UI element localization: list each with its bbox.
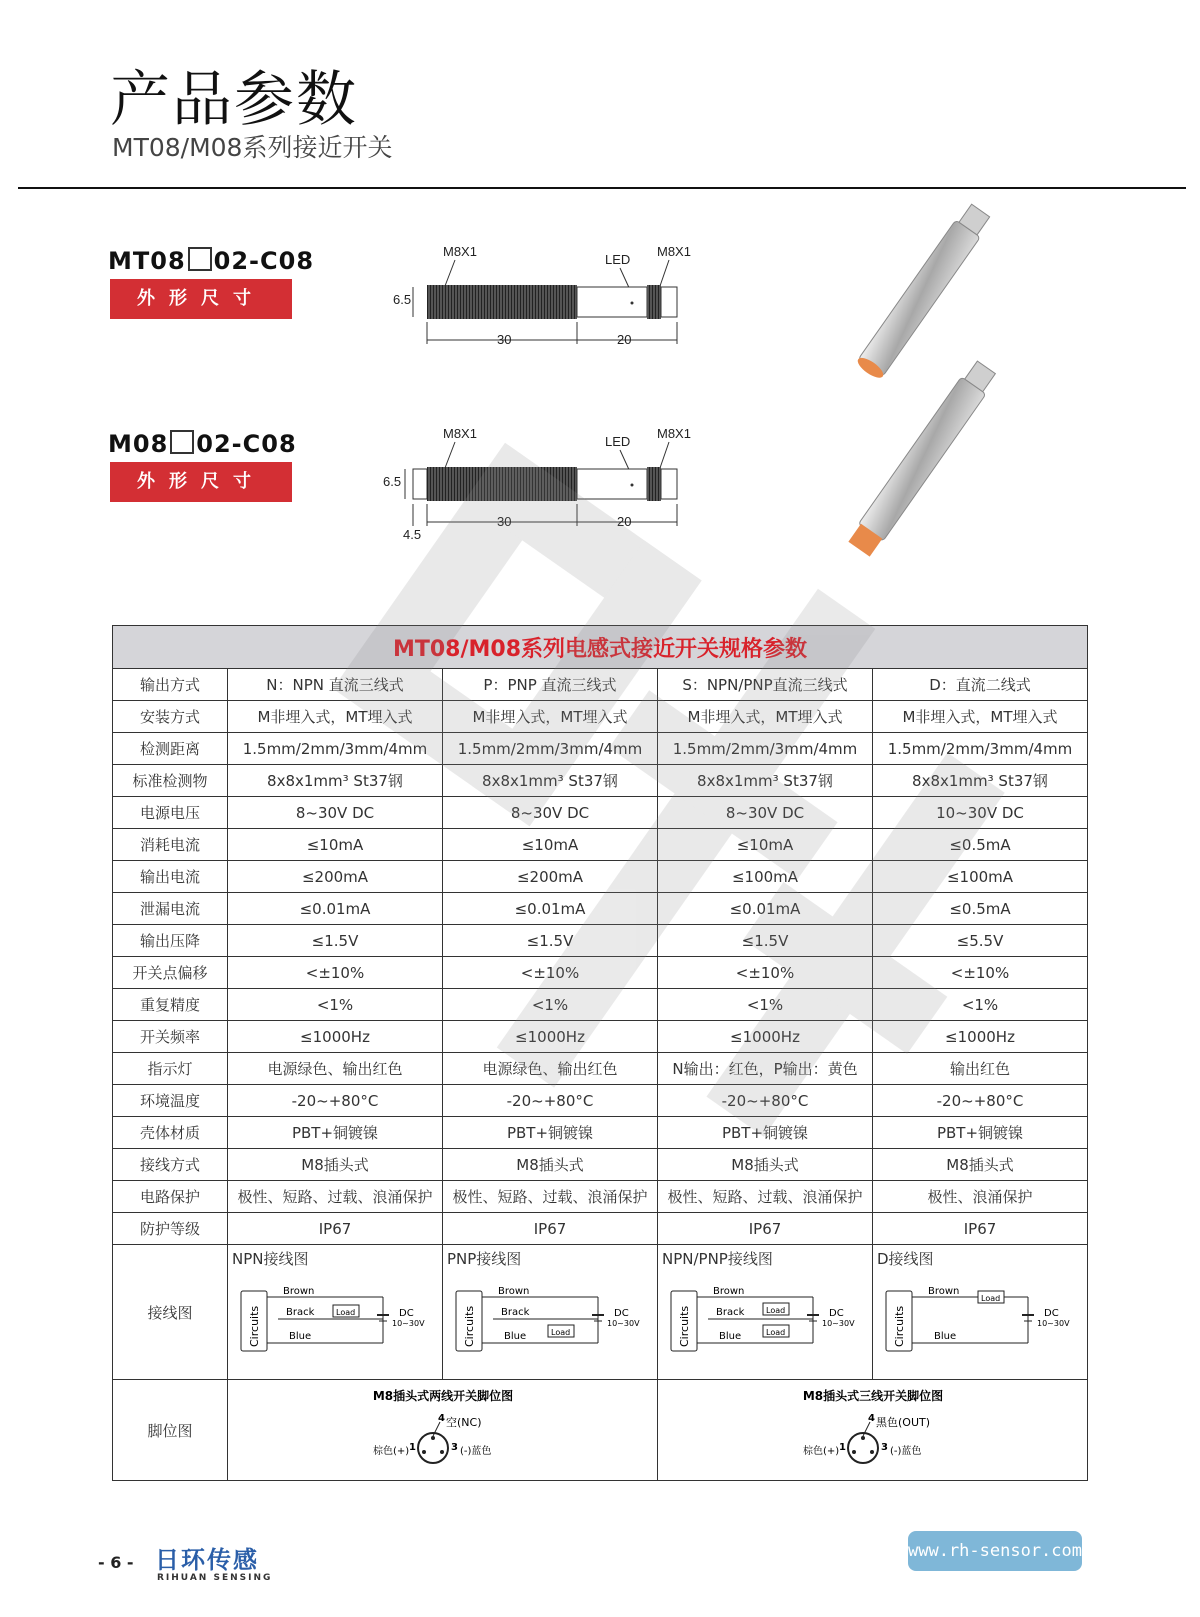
row-label: 输出方式 bbox=[113, 669, 228, 701]
svg-text:棕色(+): 棕色(+) bbox=[802, 1446, 839, 1457]
table-cell: N：NPN 直流三线式 bbox=[228, 669, 443, 701]
table-cell: 8~30V DC bbox=[228, 797, 443, 829]
page-number: - 6 - bbox=[98, 1553, 134, 1572]
row-label: 泄漏电流 bbox=[113, 893, 228, 925]
page-title: 产品参数 bbox=[110, 65, 358, 135]
table-cell: <±10% bbox=[228, 957, 443, 989]
table-cell: 1.5mm/2mm/3mm/4mm bbox=[443, 733, 658, 765]
table-cell: ≤1.5V bbox=[443, 925, 658, 957]
table-row bbox=[113, 1181, 1088, 1213]
table-cell: 10~30V DC bbox=[873, 797, 1088, 829]
svg-text:10~30V: 10~30V bbox=[1036, 1319, 1070, 1328]
table-cell: D：直流二线式 bbox=[873, 669, 1088, 701]
load-label: Load bbox=[980, 1294, 1000, 1303]
thread-label: M8X1 bbox=[657, 244, 691, 259]
brand-name: 日环传感 bbox=[155, 1546, 259, 1574]
svg-text:4: 4 bbox=[437, 1413, 445, 1424]
offset-label: 4.5 bbox=[403, 527, 422, 542]
table-cell: M非埋入式，MT埋入式 bbox=[443, 701, 658, 733]
dimension-drawing-mt08 bbox=[385, 240, 715, 360]
product-photo-mt08 bbox=[820, 205, 1030, 375]
table-cell: -20~+80°C bbox=[228, 1085, 443, 1117]
model-code-mt08: MT08 02-C08 bbox=[108, 247, 315, 275]
table-cell: IP67 bbox=[873, 1213, 1088, 1245]
svg-text:(-)蓝色: (-)蓝色 bbox=[459, 1446, 491, 1457]
table-row bbox=[113, 1149, 1088, 1181]
table-cell: <±10% bbox=[873, 957, 1088, 989]
table-cell: ≤1000Hz bbox=[658, 1021, 873, 1053]
table-cell: 电源绿色、输出红色 bbox=[228, 1053, 443, 1085]
wiring-label: 接线图 bbox=[113, 1245, 228, 1380]
model-code-m08: M08 02-C08 bbox=[108, 430, 297, 458]
table-cell: ≤1.5V bbox=[228, 925, 443, 957]
table-cell: 极性、浪涌保护 bbox=[873, 1181, 1088, 1213]
table-cell: -20~+80°C bbox=[873, 1085, 1088, 1117]
table-cell: ≤200mA bbox=[443, 861, 658, 893]
row-label: 消耗电流 bbox=[113, 829, 228, 861]
svg-text:Brown: Brown bbox=[282, 1286, 314, 1297]
table-row bbox=[113, 957, 1088, 989]
table-cell: 8x8x1mm³ St37钢 bbox=[443, 765, 658, 797]
table-row bbox=[113, 861, 1088, 893]
row-label: 标准检测物 bbox=[113, 765, 228, 797]
table-cell: 极性、短路、过载、浪涌保护 bbox=[228, 1181, 443, 1213]
thread-label: M8X1 bbox=[657, 426, 691, 441]
length-20-label: 20 bbox=[617, 332, 632, 347]
table-cell: 8~30V DC bbox=[658, 797, 873, 829]
table-cell: IP67 bbox=[228, 1213, 443, 1245]
load-label: Load bbox=[765, 1306, 785, 1315]
wiring-cell-npn: NPN接线图 Circuits Brown Brack Blue Load DC 10~30V bbox=[228, 1245, 443, 1380]
table-cell: PBT+铜镀镍 bbox=[873, 1117, 1088, 1149]
svg-text:黑色(OUT): 黑色(OUT) bbox=[875, 1416, 930, 1429]
table-cell: PBT+铜镀镍 bbox=[443, 1117, 658, 1149]
table-cell: 8x8x1mm³ St37钢 bbox=[228, 765, 443, 797]
table-cell: 8~30V DC bbox=[443, 797, 658, 829]
svg-text:3: 3 bbox=[880, 1442, 888, 1453]
svg-text:4: 4 bbox=[867, 1413, 875, 1424]
svg-text:30: 30 bbox=[497, 514, 512, 529]
table-cell: ≤1000Hz bbox=[873, 1021, 1088, 1053]
svg-text:空(NC): 空(NC) bbox=[445, 1416, 481, 1429]
svg-text:Blue: Blue bbox=[718, 1331, 741, 1342]
table-cell: N输出：红色，P输出：黄色 bbox=[658, 1053, 873, 1085]
table-cell: ≤10mA bbox=[658, 829, 873, 861]
svg-text:Brown: Brown bbox=[497, 1286, 529, 1297]
circuits-label: Circuits bbox=[247, 1305, 261, 1347]
pin-diagram bbox=[228, 1382, 657, 1478]
svg-text:10~30V: 10~30V bbox=[606, 1319, 640, 1328]
page-subtitle: MT08/M08系列接近开关 bbox=[112, 133, 393, 162]
table-cell: S：NPN/PNP直流三线式 bbox=[658, 669, 873, 701]
table-row bbox=[113, 765, 1088, 797]
svg-text:DC: DC bbox=[613, 1308, 629, 1319]
table-cell: ≤1000Hz bbox=[228, 1021, 443, 1053]
led-label: LED bbox=[605, 434, 631, 449]
row-label: 电路保护 bbox=[113, 1181, 228, 1213]
table-row bbox=[113, 1085, 1088, 1117]
table-cell: <1% bbox=[228, 989, 443, 1021]
diameter-label: 6.5 bbox=[383, 474, 402, 489]
wiring-diagram bbox=[658, 1269, 872, 1365]
wiring-cell-pnp: PNP接线图 Circuits Brown Brack Blue Load DC 10~30V bbox=[443, 1245, 658, 1380]
pin-diagram bbox=[658, 1382, 1087, 1478]
table-cell: M非埋入式，MT埋入式 bbox=[658, 701, 873, 733]
circuits-label: Circuits bbox=[892, 1305, 906, 1347]
thread-section bbox=[427, 285, 577, 319]
table-title: MT08/M08系列电感式接近开关规格参数 bbox=[113, 626, 1088, 669]
table-cell: ≤0.5mA bbox=[873, 829, 1088, 861]
svg-text:3: 3 bbox=[450, 1442, 458, 1453]
wiring-row bbox=[113, 1245, 1088, 1380]
svg-text:DC: DC bbox=[1043, 1308, 1059, 1319]
wiring-cell-npnpnp: NPN/PNP接线图 Circuits Brown Brack Blue Load Load DC 10~30V bbox=[658, 1245, 873, 1380]
row-label: 检测距离 bbox=[113, 733, 228, 765]
table-cell: IP67 bbox=[658, 1213, 873, 1245]
svg-text:M8插头式两线开关脚位图: M8插头式两线开关脚位图 bbox=[372, 1389, 513, 1403]
table-cell: 1.5mm/2mm/3mm/4mm bbox=[228, 733, 443, 765]
table-cell: ≤10mA bbox=[443, 829, 658, 861]
table-cell: <1% bbox=[658, 989, 873, 1021]
svg-text:DC: DC bbox=[398, 1308, 414, 1319]
load-label: Load bbox=[765, 1328, 785, 1337]
product-photo-m08 bbox=[820, 360, 1030, 550]
table-cell: <±10% bbox=[658, 957, 873, 989]
table-cell: 极性、短路、过载、浪涌保护 bbox=[443, 1181, 658, 1213]
table-row bbox=[113, 989, 1088, 1021]
table-cell: ≤0.5mA bbox=[873, 893, 1088, 925]
table-cell: IP67 bbox=[443, 1213, 658, 1245]
table-row bbox=[113, 701, 1088, 733]
svg-text:Blue: Blue bbox=[503, 1331, 526, 1342]
svg-text:Brack: Brack bbox=[500, 1307, 529, 1318]
row-label: 环境温度 bbox=[113, 1085, 228, 1117]
option-box-icon bbox=[170, 430, 194, 454]
svg-text:Blue: Blue bbox=[288, 1331, 311, 1342]
svg-text:1: 1 bbox=[408, 1442, 416, 1453]
table-cell: -20~+80°C bbox=[658, 1085, 873, 1117]
svg-text:10~30V: 10~30V bbox=[821, 1319, 855, 1328]
table-cell: <±10% bbox=[443, 957, 658, 989]
table-cell: 电源绿色、输出红色 bbox=[443, 1053, 658, 1085]
row-label: 防护等级 bbox=[113, 1213, 228, 1245]
table-cell: ≤5.5V bbox=[873, 925, 1088, 957]
table-cell: PBT+铜镀镍 bbox=[228, 1117, 443, 1149]
svg-text:M8插头式三线开关脚位图: M8插头式三线开关脚位图 bbox=[802, 1389, 943, 1403]
table-cell: <1% bbox=[443, 989, 658, 1021]
svg-text:DC: DC bbox=[828, 1308, 844, 1319]
table-row bbox=[113, 1053, 1088, 1085]
row-label: 指示灯 bbox=[113, 1053, 228, 1085]
svg-text:Blue: Blue bbox=[933, 1331, 956, 1342]
row-label: 电源电压 bbox=[113, 797, 228, 829]
svg-text:1: 1 bbox=[838, 1442, 846, 1453]
length-30-label: 30 bbox=[497, 332, 512, 347]
table-cell: ≤10mA bbox=[228, 829, 443, 861]
header-divider bbox=[18, 187, 1186, 189]
table-cell: 输出红色 bbox=[873, 1053, 1088, 1085]
table-cell: -20~+80°C bbox=[443, 1085, 658, 1117]
table-cell: M8插头式 bbox=[873, 1149, 1088, 1181]
table-row bbox=[113, 1021, 1088, 1053]
diameter-label: 6.5 bbox=[393, 292, 412, 307]
row-label: 接线方式 bbox=[113, 1149, 228, 1181]
table-row bbox=[113, 893, 1088, 925]
svg-text:20: 20 bbox=[617, 514, 632, 529]
row-label: 输出电流 bbox=[113, 861, 228, 893]
load-label: Load bbox=[550, 1328, 570, 1337]
wiring-diagram bbox=[228, 1269, 442, 1365]
table-cell: M非埋入式，MT埋入式 bbox=[228, 701, 443, 733]
wiring-cell-d: D接线图 Circuits Brown Blue Load DC 10~30V bbox=[873, 1245, 1088, 1380]
svg-text:10~30V: 10~30V bbox=[391, 1319, 425, 1328]
table-cell: M8插头式 bbox=[443, 1149, 658, 1181]
table-cell: 1.5mm/2mm/3mm/4mm bbox=[658, 733, 873, 765]
pin-cell-2wire bbox=[228, 1380, 658, 1481]
brand-name-en: RIHUAN SENSING bbox=[157, 1573, 273, 1583]
row-label: 开关点偏移 bbox=[113, 957, 228, 989]
wiring-diagram bbox=[873, 1269, 1087, 1365]
option-box-icon bbox=[188, 247, 212, 271]
wiring-diagram bbox=[443, 1269, 657, 1365]
row-label: 壳体材质 bbox=[113, 1117, 228, 1149]
table-cell: ≤1.5V bbox=[658, 925, 873, 957]
thread-label: M8X1 bbox=[443, 244, 477, 259]
table-cell: 极性、短路、过载、浪涌保护 bbox=[658, 1181, 873, 1213]
circuits-label: Circuits bbox=[462, 1305, 476, 1347]
dimension-tag-m08: 外形尺寸 bbox=[110, 462, 292, 502]
row-label: 输出压降 bbox=[113, 925, 228, 957]
row-label: 重复精度 bbox=[113, 989, 228, 1021]
table-row bbox=[113, 669, 1088, 701]
row-label: 安装方式 bbox=[113, 701, 228, 733]
table-row bbox=[113, 1213, 1088, 1245]
spec-table bbox=[112, 625, 1088, 1481]
pin-cell-3wire bbox=[658, 1380, 1088, 1481]
website-link[interactable]: www.rh-sensor.com bbox=[908, 1531, 1082, 1571]
table-cell: ≤0.01mA bbox=[658, 893, 873, 925]
table-cell: M8插头式 bbox=[658, 1149, 873, 1181]
thread-label: M8X1 bbox=[443, 426, 477, 441]
row-label: 开关频率 bbox=[113, 1021, 228, 1053]
table-row bbox=[113, 797, 1088, 829]
dimension-tag-mt08: 外形尺寸 bbox=[110, 279, 292, 319]
table-cell: ≤0.01mA bbox=[228, 893, 443, 925]
table-cell: PBT+铜镀镍 bbox=[658, 1117, 873, 1149]
table-cell: ≤100mA bbox=[658, 861, 873, 893]
led-label: LED bbox=[605, 252, 631, 267]
table-cell: ≤200mA bbox=[228, 861, 443, 893]
table-cell: P：PNP 直流三线式 bbox=[443, 669, 658, 701]
pin-label: 脚位图 bbox=[113, 1380, 228, 1481]
svg-text:Brown: Brown bbox=[712, 1286, 744, 1297]
svg-text:(-)蓝色: (-)蓝色 bbox=[889, 1446, 921, 1457]
dimension-drawing-m08 bbox=[385, 422, 715, 547]
table-cell: M8插头式 bbox=[228, 1149, 443, 1181]
circuits-label: Circuits bbox=[677, 1305, 691, 1347]
table-cell: ≤0.01mA bbox=[443, 893, 658, 925]
svg-text:棕色(+): 棕色(+) bbox=[372, 1446, 409, 1457]
table-cell: ≤1000Hz bbox=[443, 1021, 658, 1053]
table-row bbox=[113, 733, 1088, 765]
load-label: Load bbox=[335, 1308, 355, 1317]
table-cell: ≤100mA bbox=[873, 861, 1088, 893]
table-cell: M非埋入式，MT埋入式 bbox=[873, 701, 1088, 733]
table-row bbox=[113, 829, 1088, 861]
table-cell: 1.5mm/2mm/3mm/4mm bbox=[873, 733, 1088, 765]
table-row bbox=[113, 925, 1088, 957]
table-cell: 8x8x1mm³ St37钢 bbox=[658, 765, 873, 797]
table-cell: 8x8x1mm³ St37钢 bbox=[873, 765, 1088, 797]
svg-text:Brack: Brack bbox=[285, 1307, 314, 1318]
svg-text:Brown: Brown bbox=[927, 1286, 959, 1297]
table-row bbox=[113, 1117, 1088, 1149]
svg-text:Brack: Brack bbox=[715, 1307, 744, 1318]
table-cell: <1% bbox=[873, 989, 1088, 1021]
pin-row bbox=[113, 1380, 1088, 1481]
